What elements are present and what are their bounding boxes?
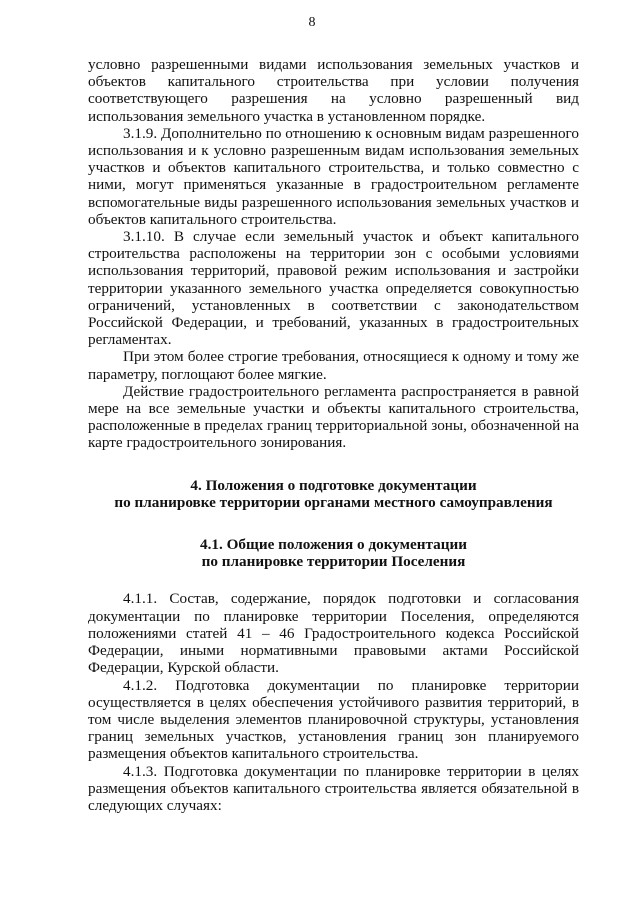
section-4-heading-line-1: 4. Положения о подготовке документации: [190, 476, 477, 494]
paragraph-3-1-9: 3.1.9. Дополнительно по отношению к основным видам разрешенного использования и к условно разрешенным видам использования земельных участков и объектов капитального строительства, и только совместно с ними, могут применяться указанные в градостроительном регламенте вспомогательные виды разрешенного использования земельных участков и объектов капитального строительства.: [88, 124, 579, 228]
paragraph-4-1-1: 4.1.1. Состав, содержание, порядок подготовки и согласования документации по планировке территории Поселения, определяются положениями статей 41 – 46 Градостроительного кодекса Российской Федерации, иными нормативными правовыми актами Российской Федерации, Курской области.: [88, 590, 579, 677]
document-body: [88, 56, 579, 814]
section-4-1-heading-line-2: по планировке территории Поселения: [201, 553, 466, 571]
section-4-1-heading-line-1: 4.1. Общие положения о документации: [200, 536, 467, 554]
section-4-heading: [88, 477, 579, 511]
section-4-heading-line-2: по планировке территории органами местного самоуправления: [114, 493, 553, 511]
paragraph-strict-requirements: При этом более строгие требования, относящиеся к одному и тому же параметру, поглощают более мягкие.: [88, 348, 579, 383]
section-4-1-heading: [88, 536, 579, 570]
paragraph-3-1-10: 3.1.10. В случае если земельный участок и объект капитального строительства расположены на территории зон с особыми условиями использования территорий, правовой режим использования и застройки территории указанного земельного участка определяется совокупностью ограничений, установленных в соответствии с законодательством Российской Федерации, и требований, указанных в градостроительных регламентах.: [88, 228, 579, 349]
paragraph-regulation-scope: Действие градостроительного регламента распространяется в равной мере на все земельные участки и объекты капитального строительства, расположенные в пределах границ территориальной зоны, обозначенной на карте градостроительного зонирования.: [88, 382, 579, 452]
paragraph-4-1-3: 4.1.3. Подготовка документации по планировке территории в целях размещения объектов капитального строительства является обязательной в следующих случаях:: [88, 762, 579, 814]
paragraph-continuation: условно разрешенными видами использования земельных участков и объектов капитального строительства при условии получения соответствующего разрешения на условно разрешенный вид использования земельного участка в установленном порядке.: [88, 56, 579, 125]
page-number: 8: [308, 15, 316, 30]
paragraph-4-1-2: 4.1.2. Подготовка документации по планировке территории осуществляется в целях обеспечения устойчивого развития территорий, в том числе выделения элементов планировочной структуры, установления границ земельных участков, установления границ зон планируемого размещения объектов капитального строительства.: [88, 676, 579, 763]
